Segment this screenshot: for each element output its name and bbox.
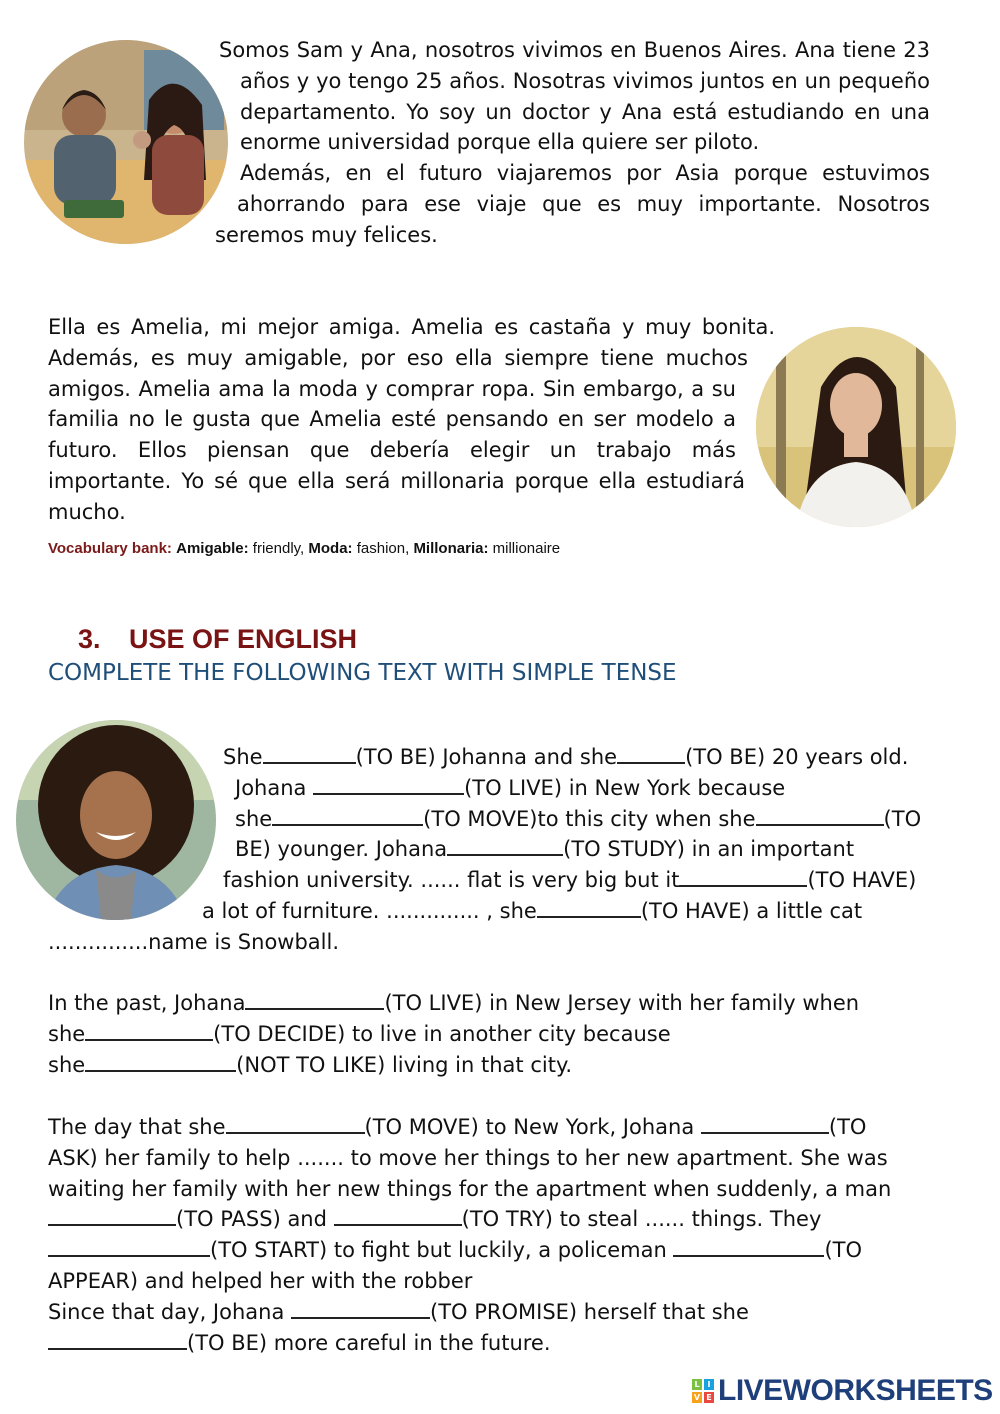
vocab-term: Amigable: bbox=[176, 540, 249, 557]
answer-blank[interactable] bbox=[48, 1235, 210, 1257]
text-line: familia no le gusta que Amelia esté pensando en ser modelo a bbox=[48, 407, 736, 432]
exercise-line bbox=[48, 1328, 948, 1359]
answer-blank[interactable] bbox=[313, 773, 464, 795]
brand-text: LIVEWORKSHEETS bbox=[718, 1374, 993, 1407]
text-line: seremos muy felices. bbox=[215, 222, 438, 247]
text-segment: (TO LIVE) in New Jersey with her family when bbox=[384, 991, 860, 1015]
text-line: años y yo tengo 25 años. Nosotras vivimos juntos en un pequeño bbox=[240, 68, 930, 93]
text-segment: (TO BE) Johanna and she bbox=[355, 745, 618, 769]
text-segment: (TO TRY) to steal ...... things. They bbox=[461, 1207, 822, 1232]
text-segment: (TO PASS) and bbox=[176, 1207, 334, 1232]
exercise-line bbox=[0, 865, 940, 896]
text-line: departamento. Yo soy un doctor y Ana está estudiando en una bbox=[240, 99, 930, 124]
text-line: Somos Sam y Ana, nosotros vivimos en Buenos Aires. Ana tiene 23 bbox=[219, 38, 930, 62]
exercise-line bbox=[0, 773, 940, 804]
answer-blank[interactable] bbox=[291, 1297, 430, 1319]
answer-blank[interactable] bbox=[447, 834, 563, 856]
text-segment: (TO bbox=[883, 806, 922, 831]
text-segment: (TO HAVE) a little cat bbox=[640, 898, 863, 923]
text-segment: waiting her family with her new things for the apartment when suddenly, a man bbox=[48, 1176, 892, 1201]
reading-amelia bbox=[48, 312, 778, 528]
reading-sam-ana bbox=[0, 35, 930, 251]
exercise-line bbox=[48, 1019, 948, 1050]
text-segment: (TO BE) 20 years old. bbox=[685, 745, 909, 769]
text-segment: The day that she bbox=[48, 1115, 226, 1139]
exercise-line bbox=[0, 896, 940, 927]
text-segment: She bbox=[223, 745, 263, 769]
exercise-line bbox=[48, 1143, 948, 1174]
answer-blank[interactable] bbox=[756, 804, 884, 826]
liveworksheets-icon: L I V E bbox=[692, 1379, 714, 1403]
text-segment: (TO HAVE) bbox=[807, 868, 917, 893]
text-segment: (NOT TO LIKE) living in that city. bbox=[236, 1052, 573, 1077]
text-line: amigos. Amelia ama la moda y comprar ropa. Sin embargo, a su bbox=[48, 376, 736, 401]
answer-blank[interactable] bbox=[679, 865, 807, 887]
exercise-line bbox=[0, 834, 940, 865]
vocabulary-bank bbox=[48, 540, 560, 557]
text-segment: (TO LIVE) in New York because bbox=[464, 775, 786, 800]
text-segment: she bbox=[235, 806, 273, 831]
text-segment: (TO DECIDE) to live in another city because bbox=[213, 1021, 671, 1046]
text-line: importante. Yo sé que ella será millonaria porque ella estudiará bbox=[48, 468, 745, 493]
text-segment: she bbox=[48, 1021, 86, 1046]
text-segment: (TO MOVE) to New York, Johana bbox=[364, 1115, 701, 1139]
exercise-line bbox=[0, 927, 940, 958]
exercise-line bbox=[48, 988, 948, 1019]
exercise-line bbox=[48, 1235, 948, 1266]
answer-blank[interactable] bbox=[48, 1204, 176, 1226]
text-line: mucho. bbox=[48, 499, 126, 524]
answer-blank[interactable] bbox=[85, 1050, 236, 1072]
answer-blank[interactable] bbox=[537, 896, 641, 918]
text-segment: (TO PROMISE) herself that she bbox=[430, 1299, 749, 1324]
liveworksheets-logo bbox=[692, 1374, 993, 1408]
answer-blank[interactable] bbox=[272, 804, 423, 826]
vocab-meaning: fashion, bbox=[352, 540, 410, 557]
section-title: USE OF ENGLISH bbox=[129, 624, 358, 654]
section-subtitle: COMPLETE THE FOLLOWING TEXT WITH SIMPLE TENSE bbox=[48, 660, 677, 686]
text-line: Además, en el futuro viajaremos por Asia porque estuvimos bbox=[240, 161, 930, 186]
text-segment: In the past, Johana bbox=[48, 991, 246, 1015]
section-number: 3. bbox=[78, 624, 101, 654]
text-segment: ASK) her family to help ....... to move her things to her new apartment. She was bbox=[48, 1145, 888, 1170]
exercise-line bbox=[48, 1112, 948, 1143]
text-segment: (TO BE) more careful in the future. bbox=[187, 1330, 551, 1355]
text-line: futuro. Ellos piensan que debería elegir un trabajo más bbox=[48, 438, 736, 463]
text-line: Además, es muy amigable, por eso ella siempre tiene muchos bbox=[48, 345, 748, 370]
exercise-paragraph-2 bbox=[48, 988, 948, 1080]
answer-blank[interactable] bbox=[263, 742, 356, 764]
text-segment: (TO bbox=[828, 1115, 867, 1139]
text-segment: Since that day, Johana bbox=[48, 1299, 291, 1324]
exercise-line bbox=[48, 1204, 948, 1235]
answer-blank[interactable] bbox=[334, 1204, 462, 1226]
text-segment: she bbox=[48, 1052, 86, 1077]
text-segment: APPEAR) and helped her with the robber bbox=[48, 1268, 473, 1293]
answer-blank[interactable] bbox=[226, 1112, 365, 1134]
vocab-label: Vocabulary bank: bbox=[48, 540, 172, 557]
answer-blank[interactable] bbox=[701, 1112, 829, 1134]
vocab-term: Moda: bbox=[308, 540, 353, 557]
text-segment: a lot of furniture. .............. , she bbox=[202, 898, 537, 923]
photo-amelia bbox=[756, 327, 956, 527]
exercise-line bbox=[48, 1174, 948, 1205]
text-segment: (TO MOVE)to this city when she bbox=[423, 806, 756, 831]
answer-blank[interactable] bbox=[85, 1019, 213, 1041]
exercise-line bbox=[0, 804, 940, 835]
exercise-paragraph-3 bbox=[48, 1112, 948, 1358]
text-segment: (TO STUDY) in an important bbox=[563, 837, 855, 862]
exercise-line bbox=[48, 1050, 948, 1081]
answer-blank[interactable] bbox=[673, 1235, 824, 1257]
text-line: enorme universidad porque ella quiere ser piloto. bbox=[240, 130, 760, 155]
text-segment: ...............name is Snowball. bbox=[48, 929, 340, 954]
vocab-term: Millonaria: bbox=[413, 540, 489, 557]
exercise-line bbox=[48, 1297, 948, 1328]
exercise-paragraph-1 bbox=[0, 742, 940, 958]
text-segment: fashion university. ...... flat is very big but it bbox=[223, 868, 680, 893]
exercise-line bbox=[0, 742, 940, 773]
text-segment: (TO bbox=[824, 1238, 862, 1263]
answer-blank[interactable] bbox=[48, 1328, 187, 1350]
text-line: Ella es Amelia, mi mejor amiga. Amelia es castaña y muy bonita. bbox=[48, 315, 775, 339]
text-segment: BE) younger. Johana bbox=[235, 837, 448, 862]
answer-blank[interactable] bbox=[617, 742, 685, 764]
text-segment: (TO START) to fight but luckily, a policeman bbox=[210, 1238, 674, 1263]
vocab-meaning: friendly, bbox=[248, 540, 305, 557]
text-line: ahorrando para ese viaje que es muy importante. Nosotros bbox=[237, 191, 930, 216]
text-segment: Johana bbox=[235, 775, 314, 800]
exercise-line bbox=[48, 1266, 948, 1297]
answer-blank[interactable] bbox=[245, 988, 384, 1010]
vocab-meaning: millionaire bbox=[488, 540, 561, 557]
